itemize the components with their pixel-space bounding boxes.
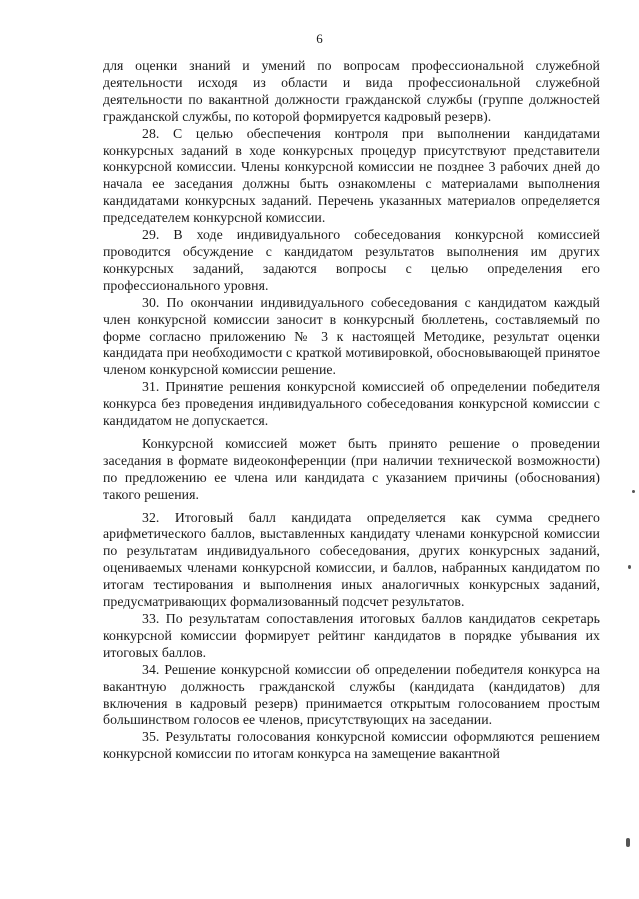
paragraph-33: 33. По результатам сопоставления итоговых баллов кандидатов секретарь конкурсной комиссии формирует рейтинг кандидатов в порядке убывания их итоговых баллов.: [103, 611, 600, 660]
paragraph-continuation: для оценки знаний и умений по вопросам профессиональной служебной деятельности исходя из области и вида профессиональной служебной деятельности по вакантной должности гражданской службы (группе должностей гражданской службы, по которой формируется кадровый резерв).: [103, 58, 600, 124]
scan-speck: [632, 490, 635, 493]
paragraph-28: 28. С целью обеспечения контроля при выполнении кандидатами конкурсных заданий в ходе конкурсных процедур присутствуют представители конкурсной комиссии. Члены конкурсной комиссии не позднее 3 рабочих дней до начала ее заседания должны быть ознакомлены с материалами выполнения кандидатами конкурсных заданий. Перечень указанных материалов определяется председателем конкурсной комиссии.: [103, 125, 600, 226]
paragraph-34: 34. Решение конкурсной комиссии об определении победителя конкурса на вакантную должность гражданской службы (кандидата (кандидатов) для включения в кадровый резерв) принимается открытым голосованием простым большинством голосов ее членов, присутствующих на заседании.: [103, 661, 600, 728]
paragraph-31: 31. Принятие решения конкурсной комиссией об определении победителя конкурса без проведения индивидуального собеседования конкурсной комиссии с кандидатом не допускается.: [103, 379, 600, 429]
paragraph-videoconference: Конкурсной комиссией может быть принято решение о проведении заседания в формате видеоконференции (при наличии технической возможности) по предложению ее члена или кандидата с указанием причины (обоснования) такого решения.: [103, 435, 600, 502]
paragraph-35: 35. Результаты голосования конкурсной комиссии оформляются решением конкурсной комиссии по итогам конкурса на замещение вакантной: [103, 729, 600, 762]
paragraph-32: 32. Итоговый балл кандидата определяется как сумма среднего арифметического баллов, выставленных кандидату членами конкурсной комиссии по результатам индивидуального собеседования, других конкурсных заданий, оцениваемых членами конкурсной комиссии, и баллов, набранных кандидатом по итогам тестирования и выполнения иных аналогичных конкурсных заданий, предусматривающих формализованный подсчет результатов.: [103, 509, 600, 610]
scan-speck: [626, 838, 630, 847]
page-number: 6: [316, 31, 323, 46]
document-body: [103, 58, 600, 763]
scan-speck: [628, 565, 631, 569]
paragraph-29: 29. В ходе индивидуального собеседования конкурсной комиссией проводится обсуждение с кандидатом результатов выполнения им других конкурсных заданий, задаются вопросы с целью определения его профессионального уровня.: [103, 227, 600, 293]
paragraph-30: 30. По окончании индивидуального собеседования с кандидатом каждый член конкурсной комиссии заносит в конкурсный бюллетень, составляемый по форме согласно приложению № 3 к настоящей Методике, результат оценки кандидата при необходимости с краткой мотивировкой, обосновывающей принятое членом конкурсной комиссии решение.: [103, 294, 600, 378]
